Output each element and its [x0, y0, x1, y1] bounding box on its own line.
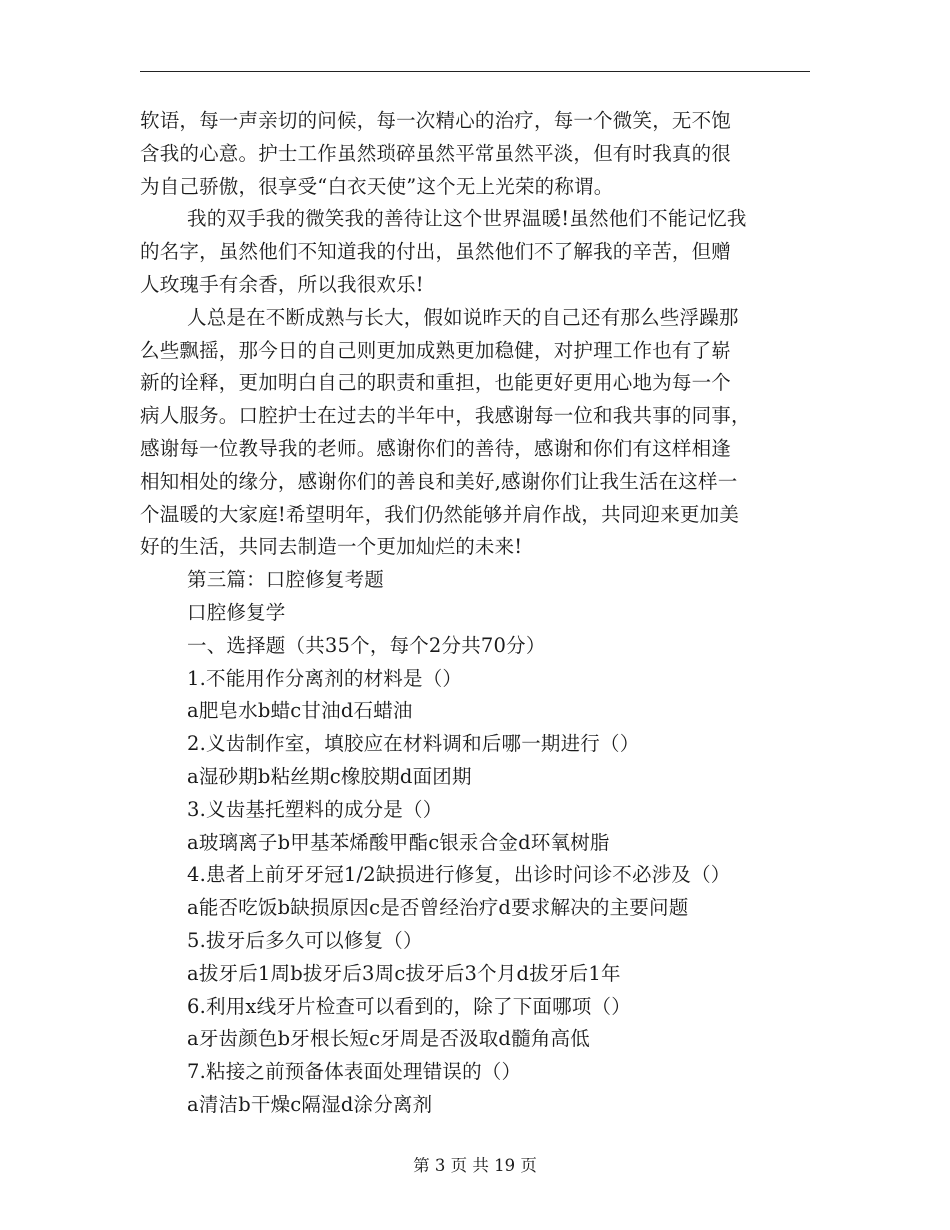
document-body — [140, 105, 816, 1122]
text-line: 好的生活，共同去制造一个更加灿烂的未来! — [140, 535, 523, 559]
text-line: 第三篇：口腔修复考题 — [187, 568, 385, 592]
text-line: 新的诠释，更加明白自己的职责和重担，也能更好更用心地为每一个 — [140, 371, 732, 395]
page-footer: 第 3 页 共 19 页 — [413, 1156, 537, 1175]
text-line: 相知相处的缘分，感谢你们的善良和美好,感谢你们让我生活在这样一 — [140, 469, 738, 493]
text-line: 我的双手我的微笑我的善待让这个世界温暖!虽然他们不能记忆我 — [187, 207, 747, 231]
text-line: 的名字，虽然他们不知道我的付出，虽然他们不了解我的辛苦，但赠 — [140, 240, 732, 264]
text-line: 5.拔牙后多久可以修复（） — [187, 928, 423, 952]
text-line: 一、选择题（共35个，每个2分共70分） — [187, 633, 546, 657]
text-line: 人玫瑰手有余香，所以我很欢乐! — [140, 272, 424, 296]
text-line: 含我的心意。护士工作虽然琐碎虽然平常虽然平淡，但有时我真的很 — [140, 141, 732, 165]
text-line: 6.利用x线牙片检查可以看到的，除了下面哪项（） — [187, 994, 631, 1018]
header-rule — [140, 71, 810, 72]
text-line: 个温暖的大家庭!希望明年，我们仍然能够并肩作战，共同迎来更加美 — [140, 502, 740, 526]
text-line: 3.义齿基托塑料的成分是（） — [187, 797, 443, 821]
text-line: 感谢每一位教导我的老师。感谢你们的善待，感谢和你们有这样相逢 — [140, 436, 732, 460]
text-line: 口腔修复学 — [187, 600, 286, 624]
text-line: 人总是在不断成熟与长大，假如说昨天的自己还有那么些浮躁那 — [187, 305, 739, 329]
text-line: 2.义齿制作室，填胶应在材料调和后哪一期进行（） — [187, 732, 640, 756]
text-line: a清洁b干燥c隔湿d涂分离剂 — [187, 1092, 433, 1116]
text-line: 么些飘摇，那今日的自己则更加成熟更加稳健，对护理工作也有了崭 — [140, 338, 732, 362]
text-line: 为自己骄傲，很享受“白衣天使”这个无上光荣的称谓。 — [140, 174, 614, 198]
text-line: a拔牙后1周b拔牙后3周c拔牙后3个月d拔牙后1年 — [187, 961, 621, 985]
text-line: a牙齿颜色b牙根长短c牙周是否汲取d髓角高低 — [187, 1027, 590, 1051]
text-line: 4.患者上前牙牙冠1/2缺损进行修复，出诊时问诊不必涉及（） — [187, 863, 731, 887]
text-line: 软语，每一声亲切的问候，每一次精心的治疗，每一个微笑，无不饱 — [140, 109, 732, 132]
text-line: a玻璃离子b甲基苯烯酸甲酯c银汞合金d环氧树脂 — [187, 830, 610, 854]
text-line: 1.不能用作分离剂的材料是（） — [187, 666, 463, 690]
text-line: a肥皂水b蜡c甘油d石蜡油 — [187, 699, 413, 723]
text-line: a能否吃饭b缺损原因c是否曾经治疗d要求解决的主要问题 — [187, 896, 689, 920]
text-line: 病人服务。口腔护士在过去的半年中，我感谢每一位和我共事的同事， — [140, 404, 751, 428]
text-line: a湿砂期b粘丝期c橡胶期d面团期 — [187, 764, 472, 788]
text-line: 7.粘接之前预备体表面处理错误的（） — [187, 1060, 522, 1084]
